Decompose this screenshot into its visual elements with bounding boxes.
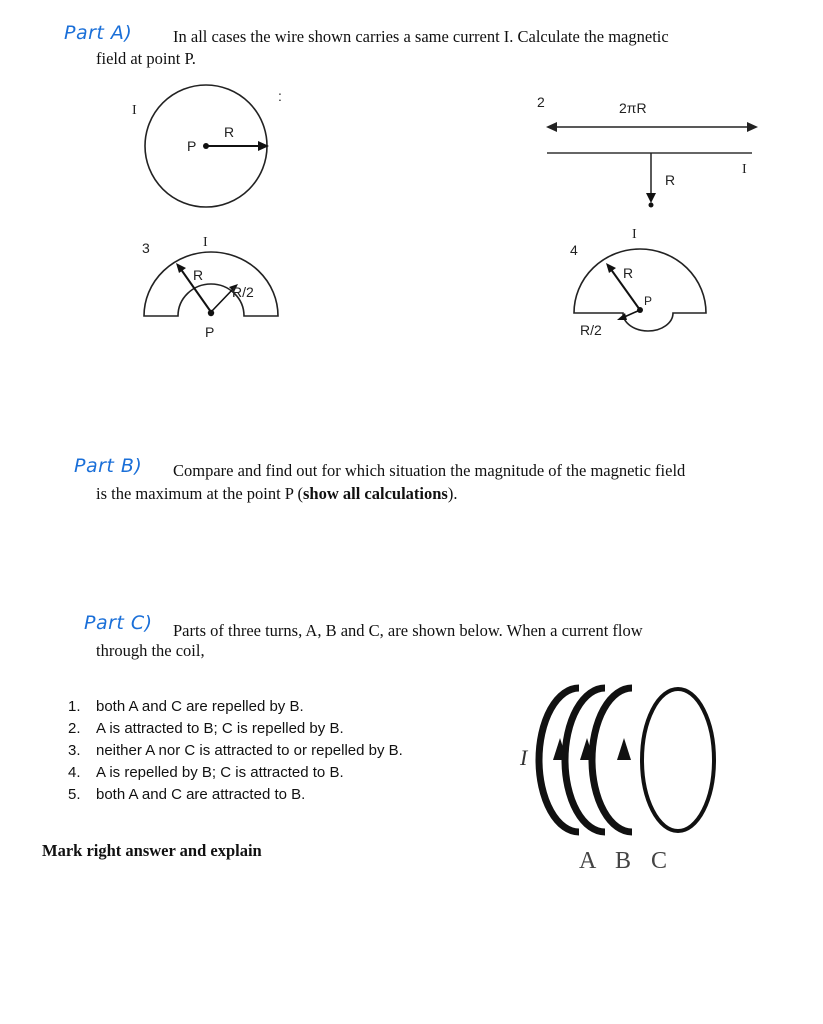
part-a-label: Part A) — [64, 22, 133, 44]
part-b-label: Part B) — [74, 455, 143, 477]
coil-turn-labels: A B C — [579, 848, 668, 874]
stray-mark: : — [278, 88, 282, 104]
option-text: A is attracted to B; C is repelled by B. — [96, 720, 344, 737]
option-number: 1. — [68, 698, 81, 715]
coil-current-label: I — [520, 745, 528, 770]
instruction-text: Mark right answer and explain — [42, 841, 262, 860]
figure-1-radius-label: R — [224, 124, 235, 140]
part-a-line1: In all cases the wire shown carries a same current I. Calculate the magnetic — [173, 27, 669, 46]
option-number: 4. — [68, 764, 81, 781]
figure-4-radius-label: R — [623, 265, 634, 281]
part-c-line1: Parts of three turns, A, B and C, are shown below. When a current flow — [173, 621, 643, 640]
figure-2-number: 2 — [537, 94, 545, 110]
figure-2-radius-label: R — [665, 172, 676, 188]
part-c-label: Part C) — [84, 612, 153, 634]
option-text: neither A nor C is attracted to or repelled by B. — [96, 742, 403, 759]
option-number: 3. — [68, 742, 81, 759]
part-c-line2: through the coil, — [96, 641, 205, 660]
option-number: 2. — [68, 720, 81, 737]
figure-1-current-label: I — [132, 103, 137, 118]
figure-3-inner-radius-label: R/2 — [232, 284, 254, 300]
figure-3-current-label: I — [203, 235, 208, 250]
option-number: 5. — [68, 786, 81, 803]
part-a-line2: field at point P. — [96, 49, 196, 68]
part-b-line2-post: ). — [447, 484, 458, 503]
figure-3-number: 3 — [142, 240, 150, 256]
part-b-line2-pre: is the maximum at the point P ( — [96, 484, 303, 503]
figure-2-length-label: 2πR — [619, 100, 647, 116]
figure-2-current-label: I — [742, 162, 747, 177]
figure-1-point-label: P — [187, 138, 197, 154]
option-text: A is repelled by B; C is attracted to B. — [96, 764, 344, 781]
option-text: both A and C are attracted to B. — [96, 786, 306, 803]
part-b-line2-bold: show all calculations — [303, 484, 448, 503]
figure-3-point-label: P — [205, 324, 215, 340]
figure-4-current-label: I — [632, 227, 637, 242]
figure-3-radius-label: R — [193, 267, 204, 283]
figure-4-inner-radius-label: R/2 — [580, 322, 602, 338]
option-text: both A and C are repelled by B. — [96, 698, 304, 715]
part-b-line1: Compare and find out for which situation the magnitude of the magnetic field — [173, 461, 686, 480]
figure-4-point-label: P — [644, 294, 653, 308]
figure-4-number: 4 — [570, 242, 578, 258]
